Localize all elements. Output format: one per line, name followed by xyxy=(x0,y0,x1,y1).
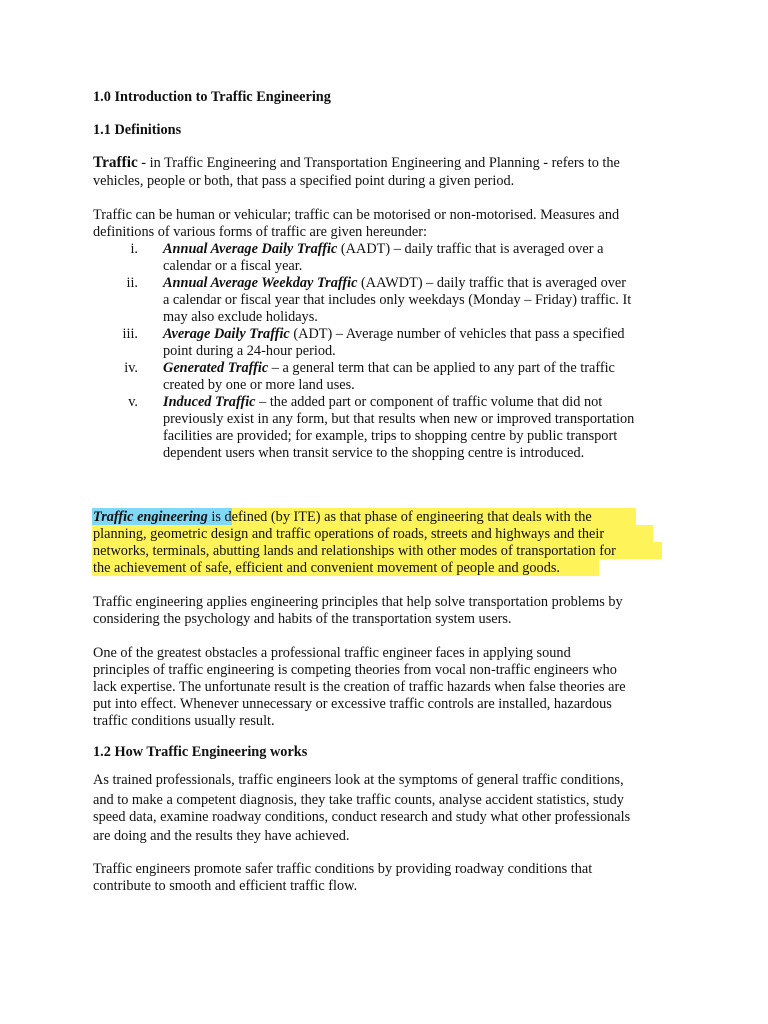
traffic-definition-line-1: Traffic - in Traffic Engineering and Transportation Engineering and Planning - refers to the xyxy=(93,154,620,171)
trained-paragraph-line-1: As trained professionals, traffic engineers look at the symptoms of general traffic conditions, xyxy=(93,772,624,788)
applies-paragraph-line-2: considering the psychology and habits of the transportation system users. xyxy=(93,611,512,627)
list-item-line: created by one or more land uses. xyxy=(163,377,355,393)
ite-definition-line-2: planning, geometric design and traffic operations of roads, streets and highways and their xyxy=(93,526,605,542)
traffic-term: Traffic xyxy=(93,154,138,171)
list-item-number: iv. xyxy=(124,360,138,376)
list-item-number: v. xyxy=(128,394,138,410)
applies-paragraph-line-1: Traffic engineering applies engineering principles that help solve transportation problems by xyxy=(93,594,623,610)
list-item-line: facilities are provided; for example, trips to shopping centre by public transport xyxy=(163,428,618,444)
list-item-number: iii. xyxy=(122,326,138,342)
ite-definition-line-4: the achievement of safe, efficient and convenient movement of people and goods. xyxy=(93,560,560,576)
list-item-line: Induced Traffic – the added part or component of traffic volume that did not xyxy=(163,394,603,410)
list-item-line: point during a 24-hour period. xyxy=(163,343,336,359)
heading-how-it-works: 1.2 How Traffic Engineering works xyxy=(93,744,308,760)
list-item-line: Annual Average Daily Traffic (AADT) – daily traffic that is averaged over a xyxy=(163,241,604,257)
trained-paragraph-line-4: are doing and the results they have achieved. xyxy=(93,828,350,844)
list-item-line: Annual Average Weekday Traffic (AAWDT) – daily traffic that is averaged over xyxy=(163,275,626,291)
obstacles-paragraph-line-2: principles of traffic engineering is competing theories from vocal non-traffic engineers who xyxy=(93,662,617,678)
obstacles-paragraph-line-4: put into effect. Whenever unnecessary or excessive traffic controls are installed, hazardous xyxy=(93,696,612,712)
trained-paragraph-line-2: and to make a competent diagnosis, they take traffic counts, analyse accident statistics, study xyxy=(93,792,624,808)
obstacles-paragraph-line-5: traffic conditions usually result. xyxy=(93,713,275,729)
list-item-line: Generated Traffic – a general term that can be applied to any part of the traffic xyxy=(163,360,615,376)
list-item-number: i. xyxy=(130,241,138,257)
list-item-line: Average Daily Traffic (ADT) – Average number of vehicles that pass a specified xyxy=(163,326,625,342)
traffic-definition-line-2: vehicles, people or both, that pass a specified point during a given period. xyxy=(93,173,515,189)
list-item-line: a calendar or fiscal year that includes only weekdays (Monday – Friday) traffic. It xyxy=(163,292,632,308)
heading-definitions: 1.1 Definitions xyxy=(93,122,182,138)
intro-paragraph-line-2: definitions of various forms of traffic are given hereunder: xyxy=(93,224,428,240)
trained-paragraph-line-3: speed data, examine roadway conditions, conduct research and study what other professionals xyxy=(93,809,631,825)
ite-definition-line-1: Traffic engineering is defined (by ITE) as that phase of engineering that deals with the xyxy=(93,509,592,525)
promote-paragraph-line-1: Traffic engineers promote safer traffic conditions by providing roadway conditions that xyxy=(93,861,593,877)
heading-introduction: 1.0 Introduction to Traffic Engineering xyxy=(93,89,331,105)
list-item-line: may also exclude holidays. xyxy=(163,309,318,325)
intro-paragraph-line-1: Traffic can be human or vehicular; traffic can be motorised or non-motorised. Measures and xyxy=(93,207,620,223)
promote-paragraph-line-2: contribute to smooth and efficient traffic flow. xyxy=(93,878,358,894)
obstacles-paragraph-line-1: One of the greatest obstacles a professional traffic engineer faces in applying sound xyxy=(93,645,571,661)
list-item-line: previously exist in any form, but that results when new or improved transportation xyxy=(163,411,635,427)
traffic-engineering-term: Traffic engineering xyxy=(93,509,208,525)
ite-definition-line-3: networks, terminals, abutting lands and relationships with other modes of transportation for xyxy=(93,543,616,559)
obstacles-paragraph-line-3: lack expertise. The unfortunate result is the creation of traffic hazards when false theories are xyxy=(93,679,626,695)
list-item-line: dependent users when transit service to the shopping centre is introduced. xyxy=(163,445,585,461)
list-item-line: calendar or a fiscal year. xyxy=(163,258,303,274)
list-item-number: ii. xyxy=(126,275,138,291)
